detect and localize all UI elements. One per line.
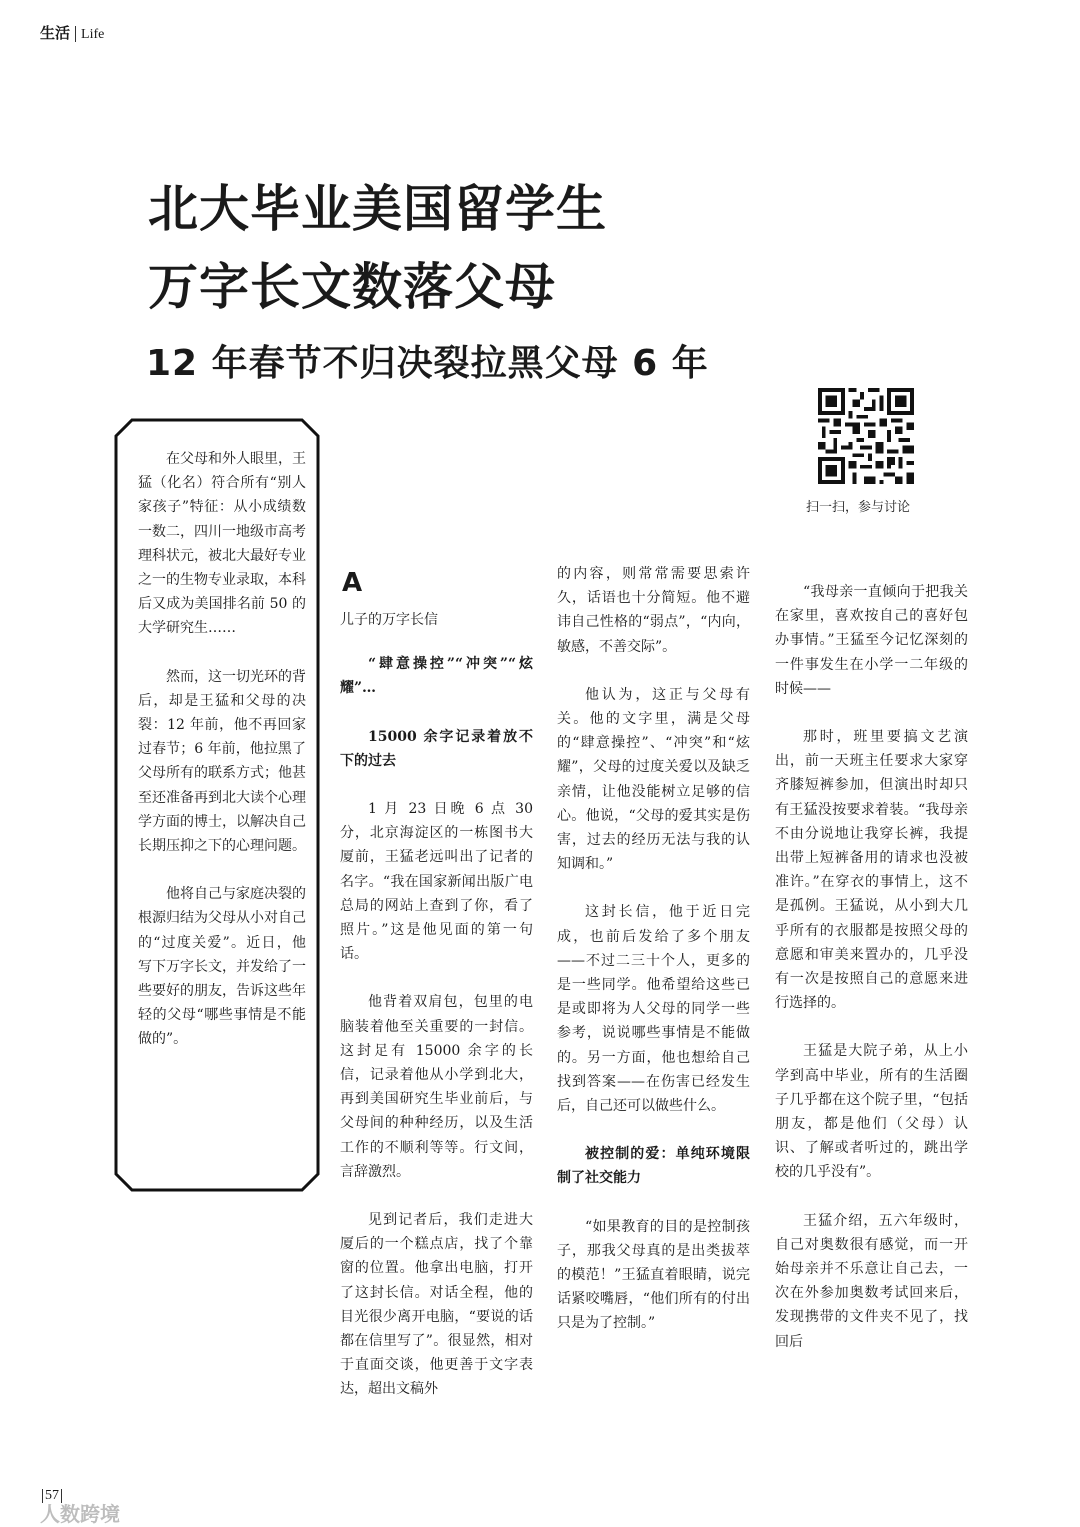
section-header (40, 22, 104, 43)
title-line-1: 北大毕业美国留学生 (148, 180, 607, 238)
article-column-3 (775, 580, 968, 1378)
page-number-value: 57 (45, 1488, 59, 1503)
body-paragraph: 见到记者后，我们走进大厦后的一个糕点店，找了个靠窗的位置。他拿出电脑，打开了这封长信。对话全程，他的目光很少离开电脑，“要说的话都在信里写了”。很显然，相对于直面交谈，他更善于文字表达，超出文稿外 (340, 1212, 533, 1398)
summary-box (138, 447, 306, 1076)
watermark: 人数跨境 (40, 1502, 120, 1526)
body-paragraph: 那时，班里要搞文艺演出，前一天班主任要求大家穿齐膝短裤参加，但演出时却只有王猛没按要求着装。“我母亲不由分说地让我穿长裤，我提出带上短裤备用的请求也没被准许。”在穿衣的事情上，这不是孤例。王猛说，从小到大几乎所有的衣服都是按照父母的意愿和审美来置办的，几乎没有一次是按照自己的意愿来进行选择的。 (775, 729, 968, 1012)
body-paragraph: 王猛是大院子弟，从上小学到高中毕业，所有的生活圈子几乎都在这个院子里，“包括朋友，都是他们（父母）认识、了解或者听过的，跳出学校的几乎没有”。 (775, 1043, 968, 1181)
body-paragraph: 他认为，这正与父母有关。他的文字里，满是父母的“肆意操控”、“冲突”和“炫耀”，父母的过度关爱以及缺乏亲情，让他没能树立足够的信心。他说，“父母的爱其实是伤害，过去的经历无法与我的认知调和。” (557, 686, 750, 873)
subheading: 15000 余字记录着放不下的过去 (340, 728, 533, 769)
article-subtitle: 12 年春节不归决裂拉黑父母 6 年 (146, 343, 709, 384)
article-column-2 (557, 562, 750, 1360)
title-line-2: 万字长文数落父母 (148, 258, 556, 316)
body-paragraph: “如果教育的目的是控制孩子，那我父母真的是出类拔萃的模范！”王猛直着眼睛，说完话紧咬嘴唇，“他们所有的付出只是为了控制。” (557, 1218, 750, 1332)
body-paragraph: “我母亲一直倾向于把我关在家里，喜欢按自己的喜好包办事情。”王猛至今记忆深刻的一件事发生在小学一二年级的时候—— (775, 584, 968, 697)
section-title: 儿子的万字长信 (340, 612, 438, 628)
body-paragraph: 王猛介绍，五六年级时，自己对奥数很有感觉，而一开始母亲并不乐意让自己去，一次在外参加奥数考试回来后，发现携带的文件夹不见了，找回后 (775, 1212, 968, 1350)
section-letter: A (342, 568, 363, 598)
section-name-cn: 生活 (40, 24, 71, 42)
subheading: “肆意操控”“冲突”“炫耀”… (340, 656, 533, 697)
summary-paragraph: 在父母和外人眼里，王猛（化名）符合所有“别人家孩子”特征：从小成绩数一数二，四川一地级市高考理科状元，被北大最好专业之一的生物专业录取，本科后又成为美国排名前 50 的大学研究生…… (138, 451, 306, 637)
header-divider (75, 26, 76, 42)
summary-paragraph: 他将自己与家庭决裂的根源归结为父母从小对自己的“过度关爱”。近日，他写下万字长文，并发给了一些要好的朋友，告诉这些年轻的父母“哪些事情是不能做的”。 (138, 886, 306, 1048)
subheading: 被控制的爱：单纯环境限制了社交能力 (557, 1146, 750, 1187)
body-paragraph: 他背着双肩包，包里的电脑装着他至关重要的一封信。这封足有 15000 余字的长信，记录着他从小学到北大，再到美国研究生毕业前后，与父母间的种种经历，以及生活工作的不顺利等等。行文间，言辞激烈。 (340, 994, 533, 1180)
section-name-en: Life (81, 27, 105, 42)
qr-caption: 扫一扫，参与讨论 (806, 500, 911, 515)
qr-code-icon (818, 388, 914, 484)
article-column-1 (340, 562, 533, 1426)
body-paragraph: 这封长信，他于近日完成，也前后发给了多个朋友——不过二三十个人，更多的是一些同学。他希望给这些已是或即将为人父母的同学一些参考，说说哪些事情是不能做的。另一方面，他也想给自己找到答案——在伤害已经发生后，自己还可以做些什么。 (557, 904, 750, 1115)
summary-paragraph: 然而，这一切光环的背后，却是王猛和父母的决裂：12 年前，他不再回家过春节；6 年前，他拉黑了父母所有的联系方式；他甚至还准备再到北大读个心理学方面的博士，以解决自己长期压抑之下的心理问题。 (138, 668, 306, 855)
article-title (148, 170, 607, 326)
body-paragraph: 1 月 23 日晚 6 点 30 分，北京海淀区的一栋图书大厦前，王猛老远叫出了记者的名字。“我在国家新闻出版广电总局的网站上查到了你，看了照片。”这是他见面的第一句话。 (340, 801, 533, 963)
body-paragraph: 的内容，则常常需要思索许久，话语也十分简短。他不避讳自己性格的“弱点”，“内向，敏感，不善交际”。 (557, 566, 750, 655)
